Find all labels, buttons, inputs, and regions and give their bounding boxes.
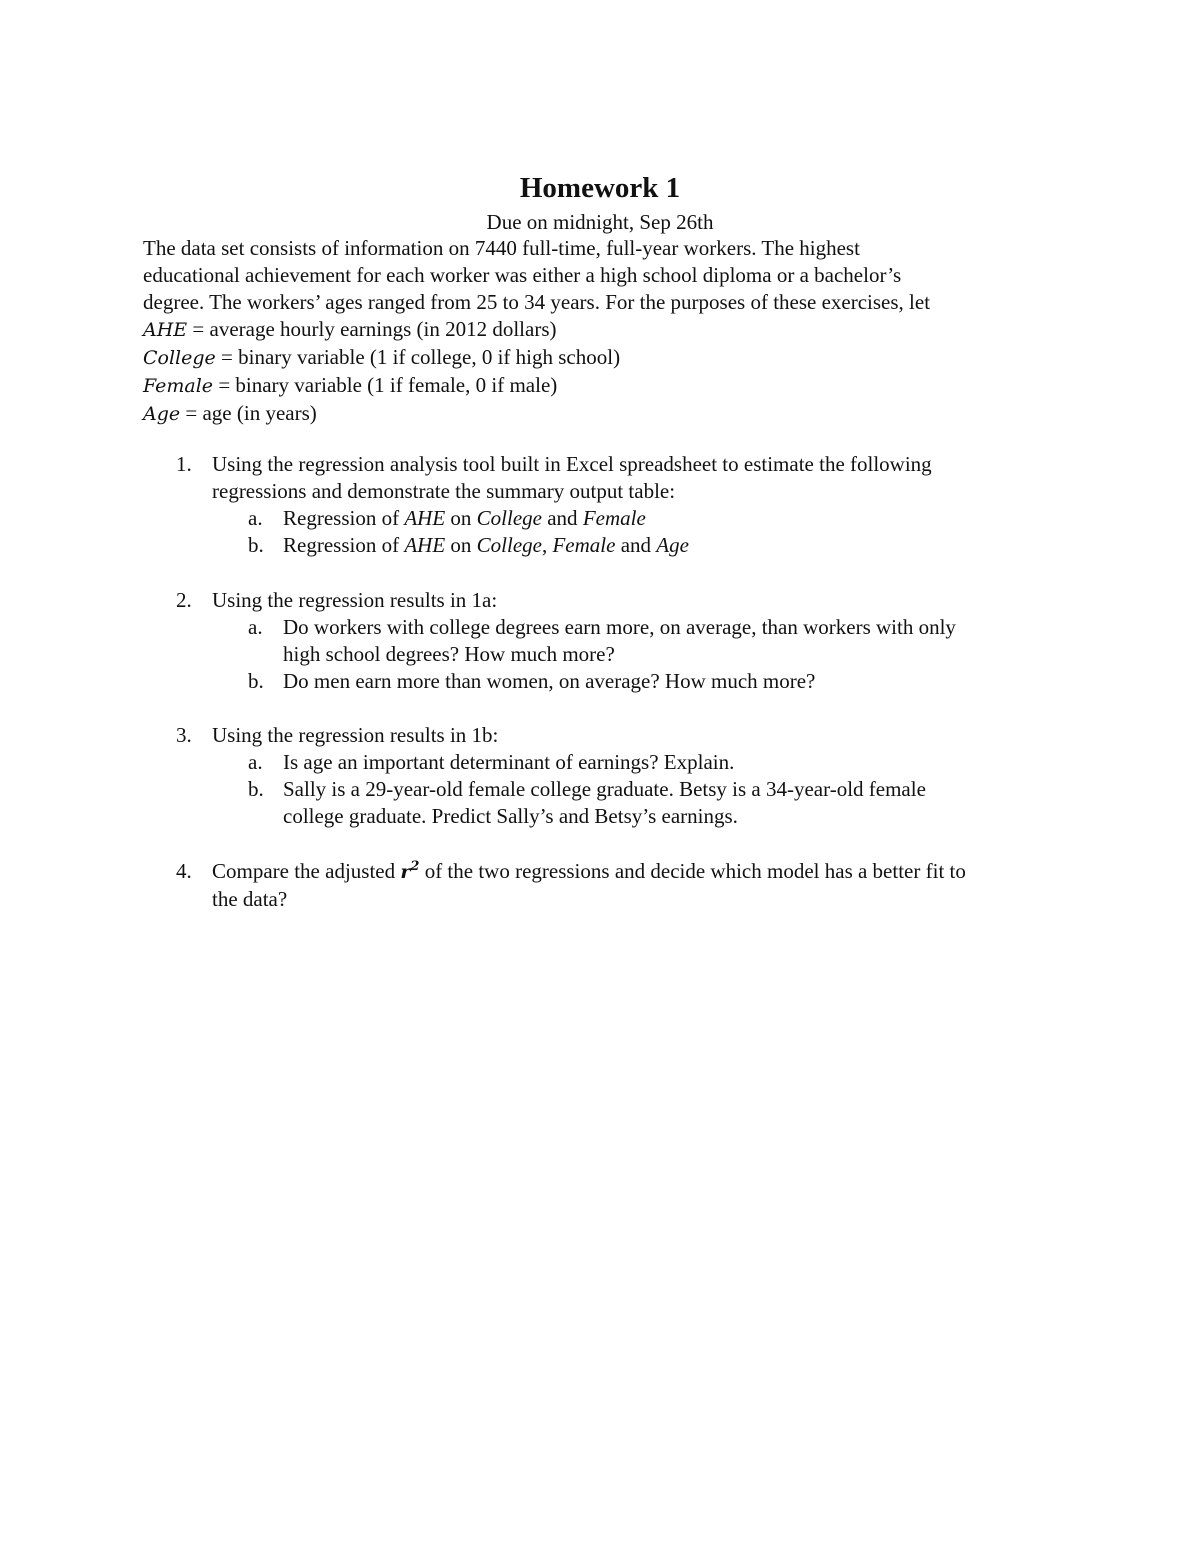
variable-definition-age [143, 400, 1063, 428]
sub-question-2a [0, 614, 1200, 641]
variable-name: AHE [404, 533, 446, 557]
sub-question-label: a. [248, 506, 263, 530]
question-2 [0, 587, 1200, 695]
intro-line: educational achievement for each worker was either a high school diploma or a bachelor’s [143, 263, 902, 287]
variable-name: AHE [404, 506, 446, 530]
variable-definition-ahe [143, 316, 1063, 344]
sub-question-text: and [541, 506, 583, 530]
question-text: Using the regression analysis tool built in Excel spreadsheet to estimate the following [212, 452, 932, 476]
question-4 [0, 858, 1200, 913]
question-text-part: Compare the adjusted [212, 859, 401, 883]
question-number: 2. [176, 588, 192, 612]
sub-question-2b [0, 668, 1200, 695]
question-number: 3. [176, 723, 192, 747]
sub-question-3a [0, 749, 1200, 776]
question-1 [0, 451, 1200, 559]
variable-name: Female [582, 506, 646, 530]
variable-name: College [476, 506, 542, 530]
page-title: Homework 1 [519, 172, 681, 204]
sub-question-text: Regression of [283, 533, 405, 557]
sub-question-text: Do men earn more than women, on average? How much more? [283, 669, 816, 693]
sub-question-label: a. [248, 750, 263, 774]
variable-description: = age (in years) [180, 401, 317, 425]
variable-description: = binary variable (1 if female, 0 if male) [213, 373, 558, 397]
question-3 [0, 722, 1200, 830]
sub-question-text: college graduate. Predict Sally’s and Betsy’s earnings. [283, 804, 738, 828]
question-text: Using the regression results in 1b: [212, 723, 499, 747]
variable-definition-college [143, 344, 1063, 372]
variable-name: College [143, 347, 216, 369]
sub-question-text: Sally is a 29-year-old female college graduate. Betsy is a 34-year-old female [283, 777, 926, 801]
variable-name: AHE [143, 319, 188, 341]
math-superscript: 2 [410, 859, 420, 874]
question-text: the data? [212, 887, 288, 911]
variable-name: Female [143, 375, 214, 397]
sub-question-text: and [615, 533, 657, 557]
question-text-part: of the two regressions and decide which model has a better fit to [419, 859, 966, 883]
sub-question-2a-continued [0, 641, 1200, 668]
sub-question-text: Do workers with college degrees earn more, on average, than workers with only [283, 615, 956, 639]
intro-line: The data set consists of information on 7440 full-time, full-year workers. The highest [143, 236, 860, 260]
due-date: Due on midnight, Sep 26th [486, 210, 714, 234]
question-text: Using the regression results in 1a: [212, 588, 498, 612]
sub-question-text: Regression of [283, 506, 405, 530]
sub-question-1b [0, 532, 1200, 559]
sub-question-label: b. [248, 533, 264, 557]
sub-question-1a [0, 505, 1200, 532]
question-number: 1. [176, 452, 192, 476]
sub-question-text: on [445, 506, 477, 530]
question-text: regressions and demonstrate the summary output table: [212, 479, 676, 503]
sub-question-label: b. [248, 777, 264, 801]
math-base: r [400, 861, 411, 883]
variable-name: Age [656, 533, 689, 557]
variable-definition-female [143, 372, 1063, 400]
sub-question-3b [0, 776, 1200, 803]
sub-question-text: , [541, 533, 553, 557]
sub-question-3b-continued [0, 803, 1200, 830]
variable-name: Age [143, 403, 181, 425]
variable-description: = binary variable (1 if college, 0 if high school) [215, 345, 621, 369]
r-squared-symbol [400, 861, 419, 883]
question-text [0, 858, 1200, 886]
variable-name: Female [552, 533, 616, 557]
question-number: 4. [176, 859, 192, 883]
intro-paragraph [143, 235, 1063, 428]
intro-line: degree. The workers’ ages ranged from 25 to 34 years. For the purposes of these exercises, let [143, 290, 931, 314]
variable-description: = average hourly earnings (in 2012 dollars) [187, 317, 557, 341]
sub-question-text: Is age an important determinant of earnings? Explain. [283, 750, 735, 774]
sub-question-label: a. [248, 615, 263, 639]
sub-question-text: on [445, 533, 477, 557]
variable-name: College [476, 533, 542, 557]
sub-question-text: high school degrees? How much more? [283, 642, 615, 666]
sub-question-label: b. [248, 669, 264, 693]
